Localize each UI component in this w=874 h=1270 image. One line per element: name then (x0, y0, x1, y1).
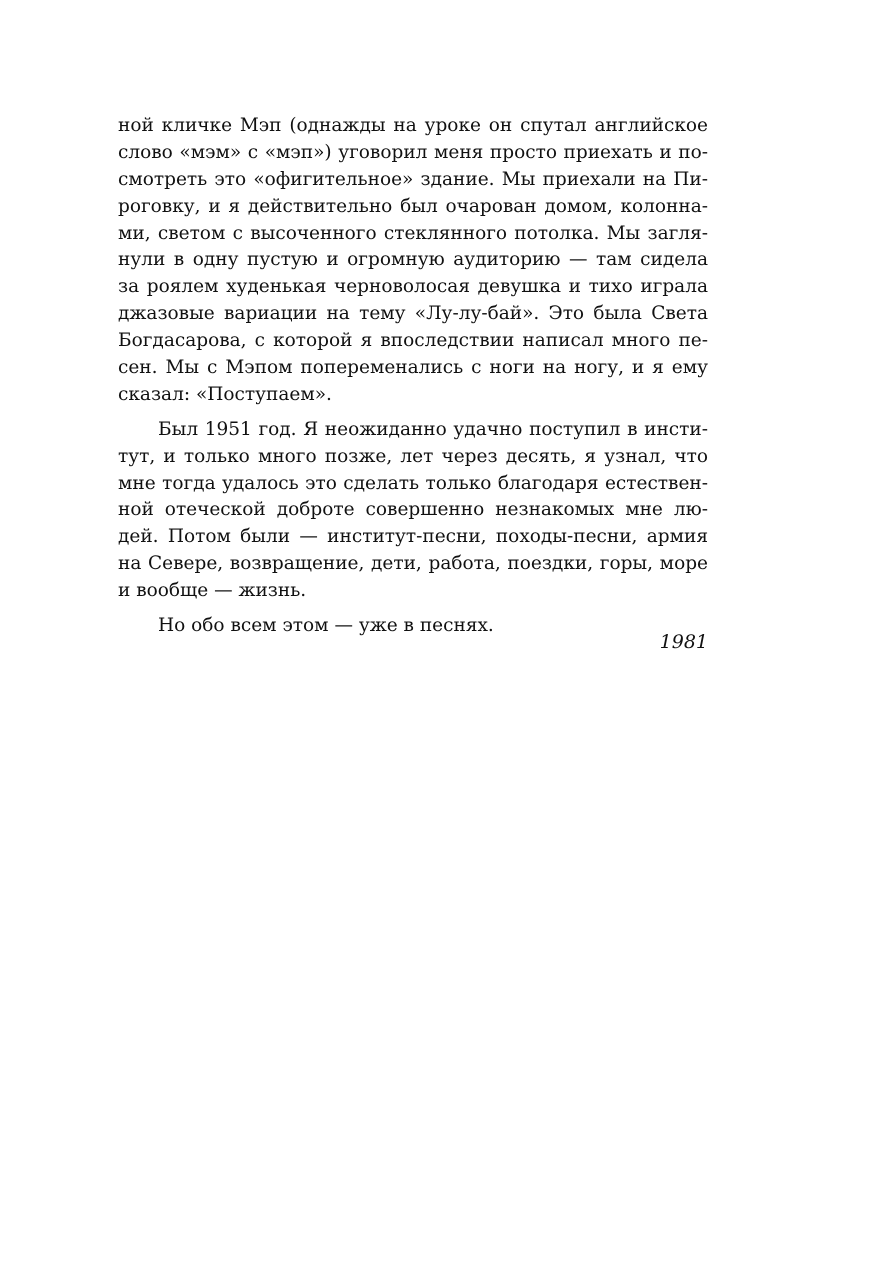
paragraph-1 (118, 113, 708, 409)
text-line: ми, светом с высоченного стеклянного потолка. Мы загля- (118, 222, 708, 244)
text-line: Но обо всем этом — уже в песнях. (158, 615, 494, 637)
paragraph-3 (118, 613, 708, 640)
body-text (118, 113, 708, 640)
text-line: слово «мэм» с «мэп») уговорил меня просто приехать и по- (118, 141, 708, 163)
date-signature: 1981 (659, 631, 708, 653)
text-line: мне тогда удалось это сделать только благодаря естествен- (118, 472, 708, 494)
paragraph-gap (118, 409, 708, 417)
text-line: тут, и только много позже, лет через десять, я узнал, что (118, 445, 708, 467)
text-line: джазовые вариации на тему «Лу-лу-бай». Это была Света (118, 303, 708, 325)
text-line: Был 1951 год. Я неожиданно удачно поступил в инсти- (158, 418, 708, 440)
text-line: и вообще — жизнь. (118, 580, 307, 602)
paragraph-gap (118, 605, 708, 613)
text-line: нули в одну пустую и огромную аудиторию — там сидела (118, 249, 708, 271)
text-line: сказал: «Поступаем». (118, 383, 332, 405)
text-line: сен. Мы с Мэпом попеременались с ноги на ногу, и я ему (118, 357, 708, 379)
text-line: на Севере, возвращение, дети, работа, поездки, горы, море (118, 553, 708, 575)
paragraph-2 (118, 417, 708, 605)
text-line: ной отеческой доброте совершенно незнакомых мне лю- (118, 499, 708, 521)
text-line: дей. Потом были — институт-песни, походы-песни, армия (118, 526, 708, 548)
text-line: за роялем худенькая черноволосая девушка и тихо играла (118, 276, 708, 298)
text-line: ной кличке Мэп (однажды на уроке он спутал английское (118, 115, 708, 136)
text-line: Богдасарова, с которой я впоследствии написал много пе- (118, 330, 708, 352)
text-line: роговку, и я действительно был очарован домом, колонна- (118, 195, 708, 217)
text-line: смотреть это «офигительное» здание. Мы приехали на Пи- (118, 168, 708, 190)
